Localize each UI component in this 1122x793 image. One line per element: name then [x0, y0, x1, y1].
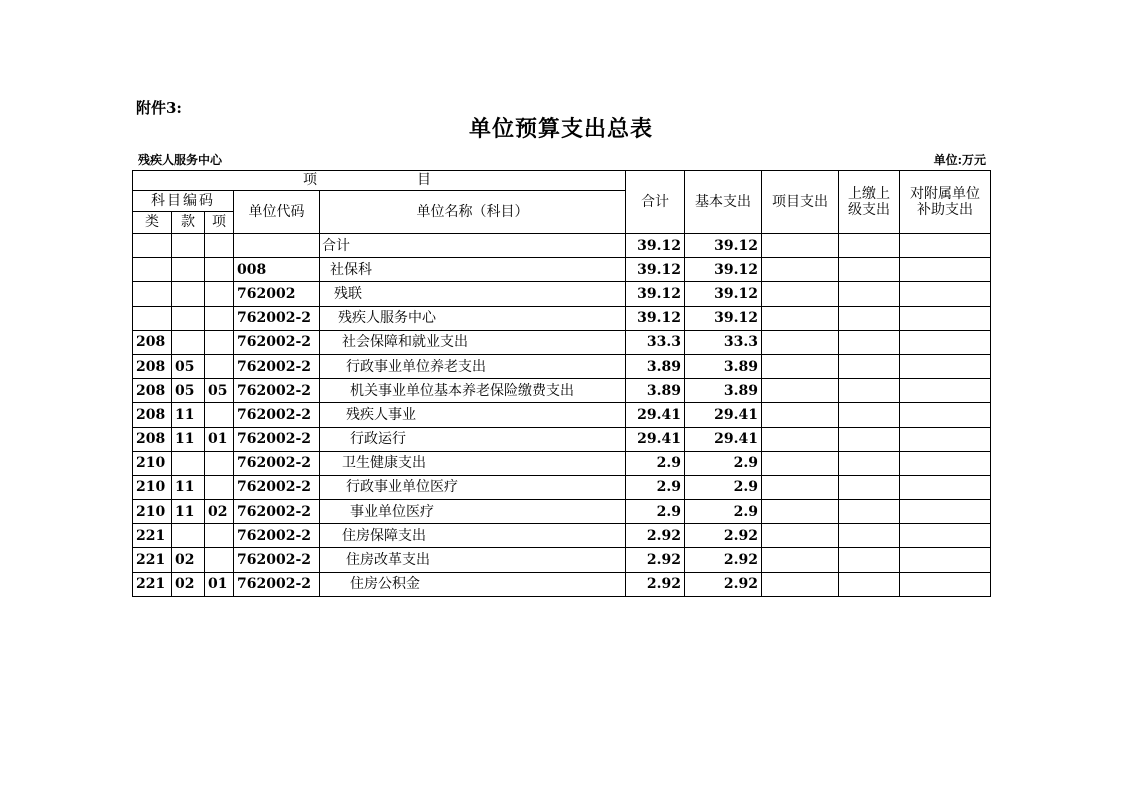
cell-kuan	[172, 282, 205, 306]
cell-unit-name: 事业单位医疗	[320, 500, 626, 524]
cell-unit-code: 762002-2	[234, 524, 320, 548]
cell-unit-code: 762002-2	[234, 354, 320, 378]
cell-upper-payment	[839, 306, 900, 330]
cell-subsidy	[900, 572, 991, 596]
cell-project	[762, 330, 839, 354]
cell-total: 39.12	[626, 282, 685, 306]
cell-upper-payment	[839, 451, 900, 475]
cell-upper-payment	[839, 403, 900, 427]
cell-project	[762, 258, 839, 282]
cell-upper-payment	[839, 234, 900, 258]
cell-subsidy	[900, 475, 991, 499]
cell-unit-code: 762002	[234, 282, 320, 306]
cell-upper-payment	[839, 330, 900, 354]
cell-xiang	[205, 282, 234, 306]
cell-unit-code: 762002-2	[234, 572, 320, 596]
unit-label: 单位:万元	[933, 153, 986, 167]
cell-unit-name: 行政事业单位养老支出	[320, 354, 626, 378]
cell-subsidy	[900, 234, 991, 258]
table-row	[133, 572, 991, 596]
table-row	[133, 282, 991, 306]
cell-project	[762, 548, 839, 572]
cell-total: 2.92	[626, 524, 685, 548]
cell-subsidy	[900, 451, 991, 475]
cell-total: 39.12	[626, 258, 685, 282]
cell-xiang: 01	[205, 427, 234, 451]
cell-basic: 39.12	[685, 234, 762, 258]
cell-xiang: 01	[205, 572, 234, 596]
cell-subsidy	[900, 282, 991, 306]
cell-basic: 2.92	[685, 572, 762, 596]
cell-total: 39.12	[626, 234, 685, 258]
cell-total: 2.9	[626, 475, 685, 499]
cell-unit-code: 762002-2	[234, 403, 320, 427]
cell-unit-code: 762002-2	[234, 306, 320, 330]
cell-lei	[133, 282, 172, 306]
cell-basic: 3.89	[685, 379, 762, 403]
cell-unit-name: 机关事业单位基本养老保险缴费支出	[320, 379, 626, 403]
cell-project	[762, 282, 839, 306]
header-unit-code: 单位代码	[234, 191, 320, 234]
cell-kuan	[172, 234, 205, 258]
cell-kuan	[172, 330, 205, 354]
cell-lei: 221	[133, 572, 172, 596]
cell-upper-payment	[839, 282, 900, 306]
cell-lei: 210	[133, 475, 172, 499]
attachment-label: 附件3:	[136, 99, 182, 117]
cell-upper-payment	[839, 548, 900, 572]
cell-xiang: 02	[205, 500, 234, 524]
cell-total: 39.12	[626, 306, 685, 330]
cell-lei	[133, 306, 172, 330]
header-lei: 类	[133, 212, 172, 234]
cell-xiang	[205, 354, 234, 378]
table-row	[133, 500, 991, 524]
cell-unit-name: 住房保障支出	[320, 524, 626, 548]
cell-xiang: 05	[205, 379, 234, 403]
cell-kuan	[172, 451, 205, 475]
table-row	[133, 306, 991, 330]
cell-project	[762, 524, 839, 548]
cell-lei: 221	[133, 548, 172, 572]
cell-project	[762, 451, 839, 475]
cell-lei: 208	[133, 354, 172, 378]
cell-lei: 208	[133, 403, 172, 427]
table-body	[133, 234, 991, 597]
cell-lei: 208	[133, 379, 172, 403]
cell-upper-payment	[839, 379, 900, 403]
cell-unit-code: 762002-2	[234, 500, 320, 524]
cell-basic: 2.9	[685, 475, 762, 499]
cell-unit-code: 762002-2	[234, 451, 320, 475]
header-upper-payment: 上缴上级支出	[839, 171, 900, 234]
cell-kuan: 11	[172, 475, 205, 499]
cell-xiang	[205, 258, 234, 282]
cell-basic: 2.92	[685, 548, 762, 572]
cell-basic: 39.12	[685, 258, 762, 282]
table-row	[133, 258, 991, 282]
table-row	[133, 234, 991, 258]
cell-basic: 2.9	[685, 451, 762, 475]
cell-lei: 221	[133, 524, 172, 548]
cell-upper-payment	[839, 427, 900, 451]
header-xiang: 项	[205, 212, 234, 234]
cell-kuan: 11	[172, 500, 205, 524]
cell-lei	[133, 258, 172, 282]
cell-xiang	[205, 548, 234, 572]
cell-unit-name: 行政运行	[320, 427, 626, 451]
cell-project	[762, 403, 839, 427]
cell-basic: 39.12	[685, 306, 762, 330]
cell-lei: 208	[133, 427, 172, 451]
cell-upper-payment	[839, 524, 900, 548]
cell-project	[762, 572, 839, 596]
cell-subsidy	[900, 427, 991, 451]
cell-kuan: 02	[172, 548, 205, 572]
cell-project	[762, 234, 839, 258]
cell-basic: 33.3	[685, 330, 762, 354]
cell-unit-name: 住房公积金	[320, 572, 626, 596]
table-row	[133, 548, 991, 572]
cell-subsidy	[900, 500, 991, 524]
cell-upper-payment	[839, 354, 900, 378]
cell-project	[762, 500, 839, 524]
cell-lei	[133, 234, 172, 258]
cell-kuan: 11	[172, 403, 205, 427]
cell-subsidy	[900, 379, 991, 403]
cell-lei: 210	[133, 451, 172, 475]
header-unit-name: 单位名称（科目）	[320, 191, 626, 234]
cell-kuan	[172, 258, 205, 282]
cell-unit-code: 762002-2	[234, 427, 320, 451]
cell-unit-code: 762002-2	[234, 548, 320, 572]
header-kuan: 款	[172, 212, 205, 234]
cell-basic: 2.9	[685, 500, 762, 524]
budget-expenditure-table	[132, 170, 991, 597]
header-project: 项目支出	[762, 171, 839, 234]
table-row	[133, 403, 991, 427]
header-basic: 基本支出	[685, 171, 762, 234]
cell-unit-name: 行政事业单位医疗	[320, 475, 626, 499]
cell-total: 2.92	[626, 548, 685, 572]
page-title: 单位预算支出总表	[468, 117, 653, 142]
cell-total: 3.89	[626, 379, 685, 403]
cell-unit-code: 762002-2	[234, 379, 320, 403]
cell-xiang	[205, 306, 234, 330]
cell-xiang	[205, 451, 234, 475]
cell-basic: 29.41	[685, 403, 762, 427]
cell-total: 2.9	[626, 451, 685, 475]
cell-unit-name: 社会保障和就业支出	[320, 330, 626, 354]
cell-subsidy	[900, 354, 991, 378]
cell-total: 2.92	[626, 572, 685, 596]
cell-kuan: 02	[172, 572, 205, 596]
header-subject-code: 科目编码	[133, 191, 234, 212]
cell-total: 29.41	[626, 403, 685, 427]
cell-xiang	[205, 475, 234, 499]
cell-basic: 39.12	[685, 282, 762, 306]
cell-project	[762, 306, 839, 330]
cell-kuan: 05	[172, 379, 205, 403]
header-total: 合计	[626, 171, 685, 234]
cell-unit-name: 残疾人服务中心	[320, 306, 626, 330]
cell-subsidy	[900, 258, 991, 282]
cell-unit-code: 762002-2	[234, 475, 320, 499]
table-row	[133, 475, 991, 499]
table-row	[133, 427, 991, 451]
cell-total: 3.89	[626, 354, 685, 378]
cell-total: 2.9	[626, 500, 685, 524]
table-row	[133, 451, 991, 475]
cell-project	[762, 379, 839, 403]
cell-project	[762, 354, 839, 378]
cell-lei: 210	[133, 500, 172, 524]
cell-subsidy	[900, 524, 991, 548]
cell-subsidy	[900, 403, 991, 427]
table-row	[133, 330, 991, 354]
cell-subsidy	[900, 548, 991, 572]
cell-kuan: 11	[172, 427, 205, 451]
cell-unit-code	[234, 234, 320, 258]
cell-basic: 29.41	[685, 427, 762, 451]
cell-subsidy	[900, 306, 991, 330]
cell-xiang	[205, 330, 234, 354]
table-row	[133, 524, 991, 548]
organization-name: 残疾人服务中心	[138, 153, 223, 167]
cell-upper-payment	[839, 475, 900, 499]
cell-unit-name: 残联	[320, 282, 626, 306]
table-row	[133, 354, 991, 378]
cell-subsidy	[900, 330, 991, 354]
cell-xiang	[205, 403, 234, 427]
cell-project	[762, 475, 839, 499]
cell-total: 33.3	[626, 330, 685, 354]
cell-unit-name: 卫生健康支出	[320, 451, 626, 475]
cell-basic: 3.89	[685, 354, 762, 378]
cell-upper-payment	[839, 500, 900, 524]
table-row	[133, 379, 991, 403]
header-subsidy: 对附属单位补助支出	[900, 171, 991, 234]
cell-xiang	[205, 524, 234, 548]
cell-kuan	[172, 524, 205, 548]
cell-unit-code: 008	[234, 258, 320, 282]
cell-xiang	[205, 234, 234, 258]
cell-unit-name: 社保科	[320, 258, 626, 282]
cell-kuan	[172, 306, 205, 330]
header-item-group: 项 目	[133, 171, 626, 191]
cell-lei: 208	[133, 330, 172, 354]
cell-unit-name: 住房改革支出	[320, 548, 626, 572]
cell-upper-payment	[839, 572, 900, 596]
cell-unit-name: 残疾人事业	[320, 403, 626, 427]
cell-upper-payment	[839, 258, 900, 282]
cell-basic: 2.92	[685, 524, 762, 548]
cell-project	[762, 427, 839, 451]
cell-unit-code: 762002-2	[234, 330, 320, 354]
cell-unit-name: 合计	[320, 234, 626, 258]
cell-total: 29.41	[626, 427, 685, 451]
cell-kuan: 05	[172, 354, 205, 378]
